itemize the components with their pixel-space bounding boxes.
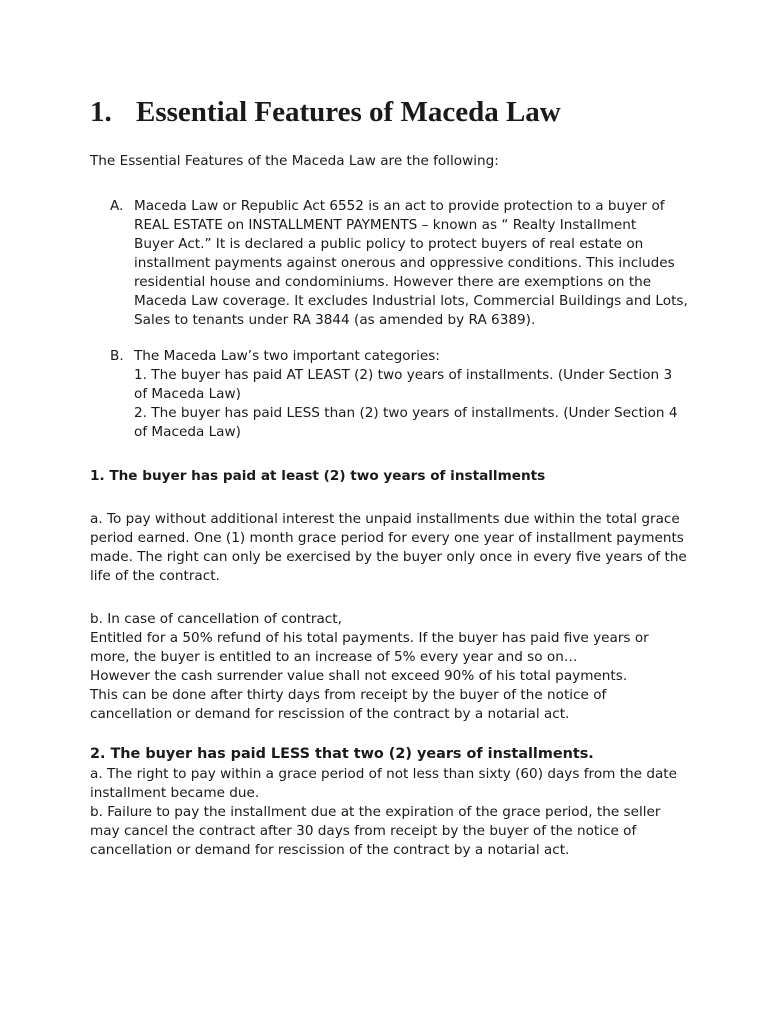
text-line: more, the buyer is entitled to an increase of 5% every year and so on… [90,649,578,665]
text-line: cancellation or demand for rescission of the contract by a notarial act. [90,706,570,722]
text-line: of Maceda Law) [134,424,241,440]
list-item-body [134,347,682,442]
text-line: period earned. One (1) month grace period for every one year of installment payments [90,530,684,546]
text-line: The Maceda Law’s two important categories: [134,348,440,364]
heading-title: Essential Features of Maceda Law [136,96,561,128]
text-line: Sales to tenants under RA 3844 (as amended by RA 6389). [134,312,536,328]
text-line: b. In case of cancellation of contract, [90,611,342,627]
heading-number: 1. [90,96,112,128]
section-2-paragraph [90,765,690,860]
text-line: installment became due. [90,785,260,801]
text-line: b. Failure to pay the installment due at the expiration of the grace period, the seller [90,804,661,820]
page-title [90,92,561,132]
text-line: However the cash surrender value shall not exceed 90% of his total payments. [90,668,628,684]
text-line: may cancel the contract after 30 days from receipt by the buyer of the notice of [90,823,637,839]
list-item-body [134,197,688,330]
section-1-heading: 1. The buyer has paid at least (2) two years of installments [90,468,546,484]
text-line: cancellation or demand for rescission of the contract by a notarial act. [90,842,570,858]
text-line: residential house and condominiums. However there are exemptions on the [134,274,652,290]
text-line: 1. The buyer has paid AT LEAST (2) two years of installments. (Under Section 3 [134,367,673,383]
text-line: Maceda Law coverage. It excludes Industrial lots, Commercial Buildings and Lots, [134,293,688,309]
text-line: of Maceda Law) [134,386,241,402]
section-1-paragraph-a [90,510,690,586]
text-line: Buyer Act.” It is declared a public policy to protect buyers of real estate on [134,236,644,252]
text-line: installment payments against onerous and oppressive conditions. This includes [134,255,675,271]
intro-text: The Essential Features of the Maceda Law are the following: [90,153,499,169]
text-line: Maceda Law or Republic Act 6552 is an act to provide protection to a buyer of [134,198,665,214]
list-marker: A. [110,198,124,214]
section-1-paragraph-b [90,610,690,724]
text-line: This can be done after thirty days from receipt by the buyer of the notice of [90,687,607,703]
section-2-heading: 2. The buyer has paid LESS that two (2) years of installments. [90,746,594,762]
text-line: made. The right can only be exercised by the buyer only once in every five years of the [90,549,687,565]
text-line: 2. The buyer has paid LESS than (2) two years of installments. (Under Section 4 [134,405,678,421]
text-line: life of the contract. [90,568,220,584]
list-marker: B. [110,348,124,364]
text-line: Entitled for a 50% refund of his total payments. If the buyer has paid five years or [90,630,649,646]
text-line: a. To pay without additional interest the unpaid installments due within the total grace [90,511,680,527]
text-line: a. The right to pay within a grace period of not less than sixty (60) days from the date [90,766,677,782]
text-line: REAL ESTATE on INSTALLMENT PAYMENTS – known as “ Realty Installment [134,217,637,233]
